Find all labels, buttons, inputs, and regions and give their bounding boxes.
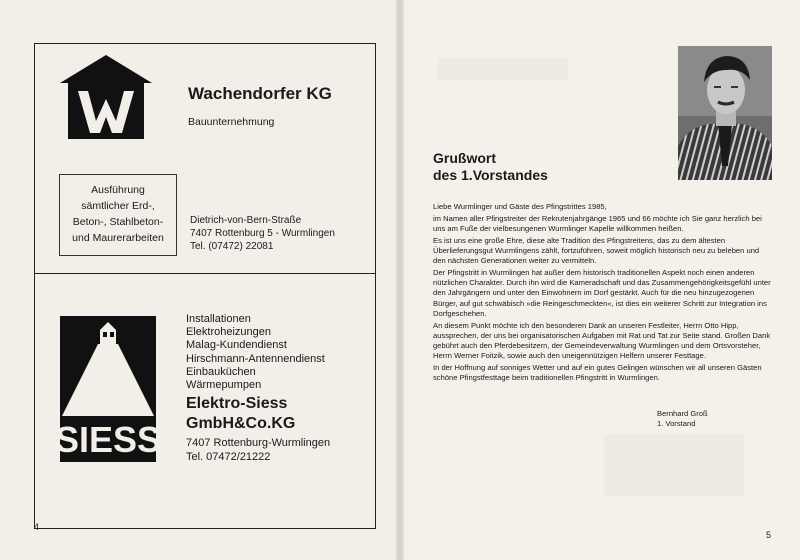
- page-number-left: 4: [34, 522, 40, 532]
- advertisement-divider: [34, 273, 375, 274]
- paragraph: An diesem Punkt möchte ich den besonderen Dank an unseren Festleiter, Herrn Otto Hipp, aussprechen, der uns bei organisatorischen Aufgaben mit Rat und Tat zur Seite stand. Großen Dank gebührt auch den Pferdebesitzern, der Gemeindeverwaltung Wurmlingen und dem Ortsvorsteher, Herrn Werner Foitzik, sowie auch den uneigennützigen Helfern unserer Festtage.: [433, 320, 771, 361]
- paragraph: Der Pfingstritt in Wurmlingen hat außer dem historisch traditionellen Aspekt noch einen anderen nützlichen Charakter. Durch ihn wird die Kameradschaft und das Zusammengehörigkeitsgefühl unter den Jahrgängern und unter den Einwohnern im Dorf gestärkt. Auch für die neu hinzugezogenen Bürger, auf gut schwäbisch »die Reingeschmeckten«, ist dies ein weiterer Schritt zur Integration ins Dorfgeschehen.: [433, 268, 771, 318]
- service-line: Ausführung: [91, 184, 145, 196]
- siess-logo-text: SIESS: [60, 419, 156, 460]
- siess-lamp-logo-icon: [60, 316, 156, 462]
- heading-line: des 1.Vorstandes: [433, 167, 548, 183]
- heading-line: Grußwort: [433, 150, 496, 166]
- portrait-photo-icon: [678, 46, 772, 180]
- signature-name: Bernhard Groß: [657, 409, 708, 418]
- address-line: 7407 Rottenburg-Wurmlingen: [186, 437, 331, 449]
- address-line: Tel. 07472/21222: [186, 451, 271, 463]
- greeting-body: [433, 202, 773, 385]
- company-subtitle: Bauunternehmung: [188, 116, 275, 128]
- service-item: Einbauküchen: [186, 365, 256, 378]
- show-through-print: [604, 434, 744, 496]
- company-name: Wachendorfer KG: [188, 84, 332, 103]
- signature-role: 1. Vorstand: [657, 419, 696, 429]
- service-item: Wärmepumpen: [186, 379, 262, 392]
- house-w-logo-icon: [60, 55, 152, 139]
- services-box: [59, 174, 177, 256]
- services-list: [186, 313, 325, 392]
- paragraph: Liebe Wurmlinger und Gäste des Pfingstrittes 1985,: [433, 202, 607, 211]
- service-item: Malag-Kundendienst: [186, 339, 287, 352]
- service-line: Beton-, Stahlbeton-: [72, 216, 164, 228]
- service-item: Hirschmann-Antennendienst: [186, 352, 325, 365]
- page-number-right: 5: [766, 530, 772, 540]
- address-line: 7407 Rottenburg 5 - Wurmlingen: [190, 228, 335, 239]
- paragraph: In der Hoffnung auf sonniges Wetter und auf ein gutes Gelingen wünschen wir all unseren Gästen schöne Pfingstfesttage beim traditionellen Pfingstritt in Wurmlingen.: [433, 363, 762, 383]
- service-line: sämtlicher Erd-,: [81, 200, 155, 212]
- page-heading: [433, 150, 548, 184]
- service-item: Elektroheizungen: [186, 326, 272, 339]
- company-name-2: [186, 394, 295, 434]
- paragraph: Es ist uns eine große Ehre, diese alte Tradition des Pfingstreitens, das zu dem ältesten Überlieferungsgut Wurmlingens zählt, fortzuführen, soweit möglich historisch neu zu beleben und den nächsten Generationen weiter zu vermitteln.: [433, 235, 760, 266]
- book-gutter: [396, 0, 404, 560]
- address-line: Dietrich-von-Bern-Straße: [190, 215, 302, 226]
- signature: [657, 409, 708, 430]
- service-line: und Maurerarbeiten: [72, 232, 164, 244]
- service-item: Installationen: [186, 313, 251, 325]
- address-line: Tel. (07472) 22081: [190, 241, 274, 252]
- company-name-line: Elektro-Siess: [186, 395, 288, 412]
- show-through-print: [438, 58, 568, 80]
- paragraph: im Namen aller Pfingstreiter der Rekrutenjahrgänge 1965 und 66 möchte ich Sie ganz herzlich bei uns am Fuße der vielbesungenen Wurmlinger Kapelle willkommen heißen.: [433, 213, 762, 233]
- company-address: [190, 214, 335, 253]
- company-address-2: [186, 436, 330, 464]
- company-name-line: GmbH&Co.KG: [186, 415, 296, 432]
